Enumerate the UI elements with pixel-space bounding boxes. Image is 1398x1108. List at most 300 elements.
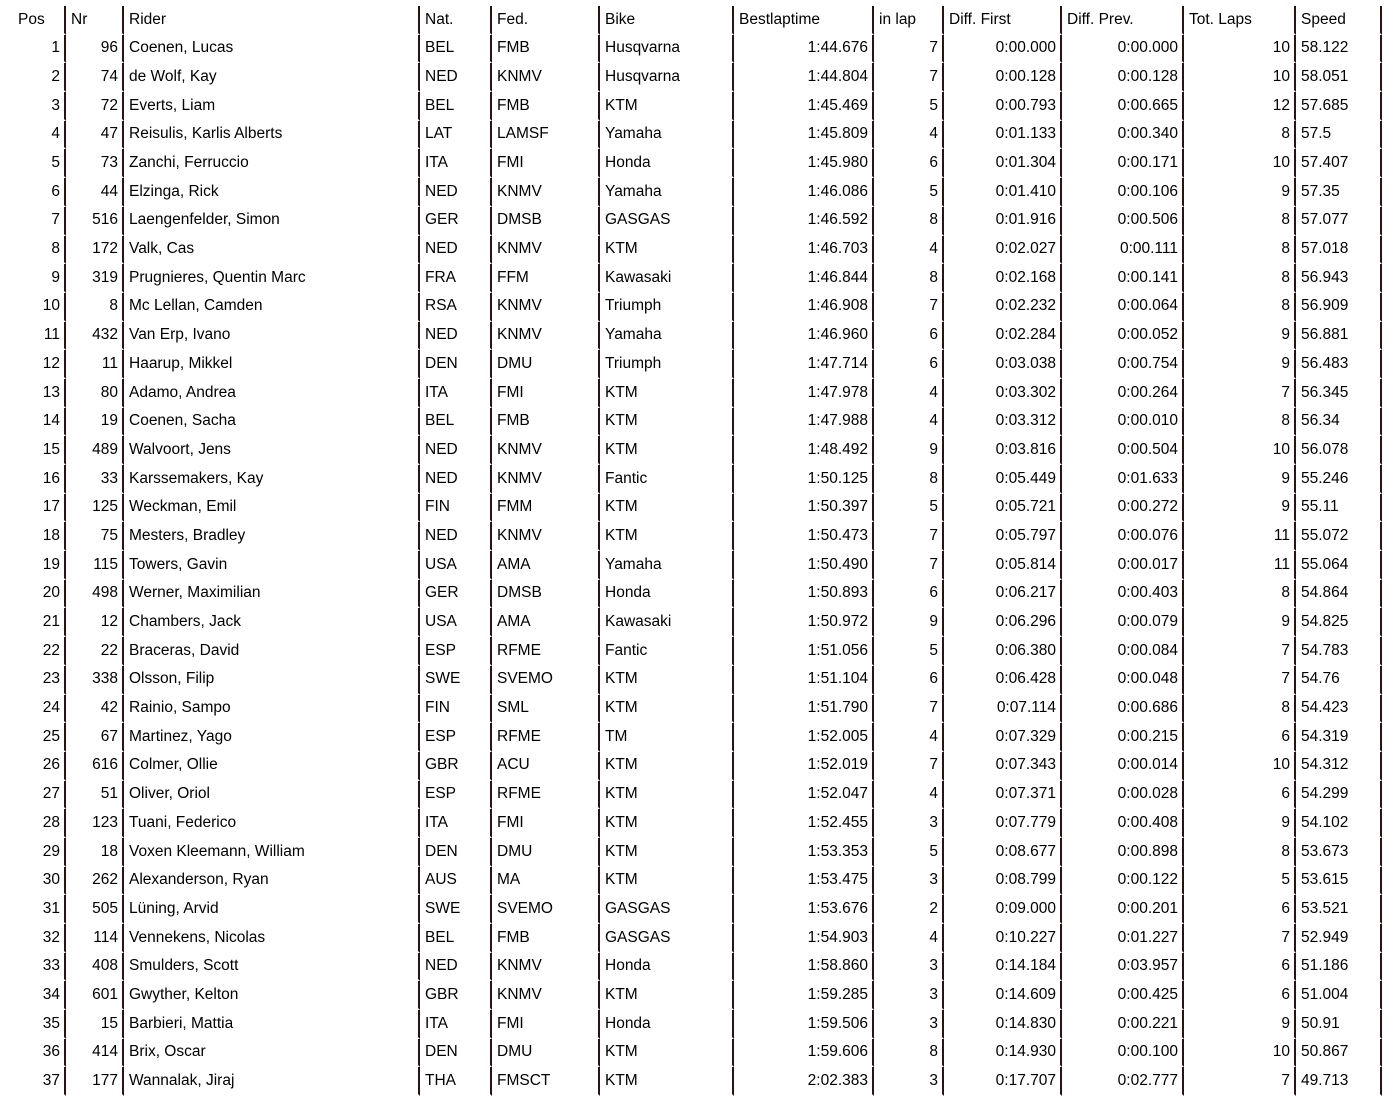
cell-inlap: 4 [874,236,944,265]
table-row[interactable] [10,350,1382,379]
cell-speed: 54.312 [1296,752,1382,781]
table-row[interactable] [10,666,1382,695]
cell-inlap: 7 [874,752,944,781]
cell-dfirst: 0:05.814 [944,551,1062,580]
cell-pos: 24 [10,695,66,724]
cell-bike: KTM [600,236,734,265]
cell-nr: 114 [66,924,124,953]
cell-bike: Triumph [600,350,734,379]
cell-speed: 57.407 [1296,149,1382,178]
header-row [10,6,1382,35]
table-row[interactable] [10,207,1382,236]
cell-rider: Vennekens, Nicolas [124,924,420,953]
cell-rider: Chambers, Jack [124,608,420,637]
cell-bike: Husqvarna [600,35,734,64]
table-row[interactable] [10,494,1382,523]
cell-pos: 4 [10,121,66,150]
cell-best: 1:46.592 [734,207,874,236]
cell-speed: 57.018 [1296,236,1382,265]
cell-rider: Karssemakers, Kay [124,465,420,494]
cell-dfirst: 0:03.038 [944,350,1062,379]
cell-dfirst: 0:05.449 [944,465,1062,494]
cell-speed: 54.102 [1296,809,1382,838]
cell-dfirst: 0:14.609 [944,981,1062,1010]
cell-inlap: 7 [874,293,944,322]
cell-nat: ITA [420,379,492,408]
cell-dfirst: 0:02.027 [944,236,1062,265]
cell-dfirst: 0:14.830 [944,1010,1062,1039]
cell-nr: 601 [66,981,124,1010]
cell-bike: KTM [600,809,734,838]
cell-dfirst: 0:06.428 [944,666,1062,695]
table-row[interactable] [10,551,1382,580]
cell-fed: FMB [492,92,600,121]
cell-bike: Yamaha [600,121,734,150]
table-row[interactable] [10,436,1382,465]
cell-inlap: 5 [874,637,944,666]
cell-rider: Smulders, Scott [124,953,420,982]
cell-best: 1:59.506 [734,1010,874,1039]
cell-rider: Van Erp, Ivano [124,322,420,351]
cell-speed: 56.943 [1296,264,1382,293]
cell-laps: 5 [1184,867,1296,896]
cell-dprev: 0:00.171 [1062,149,1184,178]
cell-nat: BEL [420,408,492,437]
cell-nat: FRA [420,264,492,293]
cell-best: 1:53.676 [734,895,874,924]
cell-dfirst: 0:08.677 [944,838,1062,867]
cell-fed: FMB [492,924,600,953]
cell-rider: Mesters, Bradley [124,522,420,551]
cell-pos: 19 [10,551,66,580]
cell-nr: 75 [66,522,124,551]
cell-dprev: 0:00.010 [1062,408,1184,437]
cell-dfirst: 0:07.779 [944,809,1062,838]
cell-fed: FFM [492,264,600,293]
column-header-speed[interactable]: Speed [1296,6,1382,35]
cell-fed: SML [492,695,600,724]
cell-nat: ESP [420,781,492,810]
cell-speed: 56.078 [1296,436,1382,465]
cell-dfirst: 0:03.312 [944,408,1062,437]
cell-fed: KNMV [492,63,600,92]
cell-rider: Voxen Kleemann, William [124,838,420,867]
cell-fed: KNMV [492,436,600,465]
cell-best: 1:51.056 [734,637,874,666]
cell-best: 1:48.492 [734,436,874,465]
cell-nat: NED [420,178,492,207]
cell-dprev: 0:00.052 [1062,322,1184,351]
cell-dfirst: 0:01.304 [944,149,1062,178]
table-row[interactable] [10,63,1382,92]
cell-nr: 33 [66,465,124,494]
cell-laps: 6 [1184,953,1296,982]
cell-laps: 7 [1184,637,1296,666]
cell-inlap: 7 [874,63,944,92]
cell-nr: 516 [66,207,124,236]
cell-dprev: 0:00.017 [1062,551,1184,580]
table-row[interactable] [10,293,1382,322]
cell-inlap: 8 [874,207,944,236]
cell-best: 1:52.455 [734,809,874,838]
cell-dfirst: 0:14.930 [944,1039,1062,1068]
cell-pos: 20 [10,580,66,609]
cell-pos: 5 [10,149,66,178]
cell-best: 1:59.606 [734,1039,874,1068]
cell-speed: 54.825 [1296,608,1382,637]
cell-dprev: 0:00.340 [1062,121,1184,150]
cell-best: 1:58.860 [734,953,874,982]
cell-bike: GASGAS [600,895,734,924]
cell-laps: 9 [1184,322,1296,351]
table-row[interactable] [10,608,1382,637]
column-header-rider[interactable]: Rider [124,6,420,35]
cell-fed: FMB [492,35,600,64]
column-header-pos[interactable]: Pos [10,6,66,35]
column-header-fed[interactable]: Fed. [492,6,600,35]
cell-fed: DMU [492,1039,600,1068]
column-header-dprev[interactable]: Diff. Prev. [1062,6,1184,35]
cell-bike: KTM [600,981,734,1010]
cell-speed: 50.867 [1296,1039,1382,1068]
cell-dprev: 0:00.079 [1062,608,1184,637]
cell-dprev: 0:00.272 [1062,494,1184,523]
cell-fed: KNMV [492,522,600,551]
cell-pos: 21 [10,608,66,637]
cell-inlap: 8 [874,264,944,293]
cell-best: 1:45.980 [734,149,874,178]
cell-laps: 8 [1184,207,1296,236]
cell-dprev: 0:00.111 [1062,236,1184,265]
cell-inlap: 6 [874,149,944,178]
table-row[interactable] [10,580,1382,609]
cell-speed: 53.615 [1296,867,1382,896]
table-row[interactable] [10,408,1382,437]
cell-dprev: 0:01.227 [1062,924,1184,953]
cell-nat: GBR [420,752,492,781]
column-header-laps[interactable]: Tot. Laps [1184,6,1296,35]
cell-nr: 408 [66,953,124,982]
cell-inlap: 7 [874,35,944,64]
cell-inlap: 5 [874,838,944,867]
cell-nr: 432 [66,322,124,351]
table-row[interactable] [10,1067,1382,1096]
cell-bike: KTM [600,666,734,695]
cell-rider: de Wolf, Kay [124,63,420,92]
column-header-best[interactable]: Bestlaptime [734,6,874,35]
cell-laps: 8 [1184,121,1296,150]
cell-speed: 57.35 [1296,178,1382,207]
cell-bike: Fantic [600,637,734,666]
table-row[interactable] [10,178,1382,207]
cell-fed: SVEMO [492,895,600,924]
cell-rider: Adamo, Andrea [124,379,420,408]
cell-dprev: 0:00.141 [1062,264,1184,293]
cell-bike: Husqvarna [600,63,734,92]
table-row[interactable] [10,35,1382,64]
cell-best: 1:51.104 [734,666,874,695]
results-table-header [10,6,1382,35]
column-header-bike[interactable]: Bike [600,6,734,35]
table-row[interactable] [10,1010,1382,1039]
cell-rider: Braceras, David [124,637,420,666]
cell-speed: 56.483 [1296,350,1382,379]
cell-fed: KNMV [492,465,600,494]
cell-bike: KTM [600,781,734,810]
cell-fed: RFME [492,781,600,810]
cell-nat: ITA [420,809,492,838]
column-header-inlap[interactable]: in lap [874,6,944,35]
cell-pos: 14 [10,408,66,437]
column-header-dfirst[interactable]: Diff. First [944,6,1062,35]
cell-nat: GER [420,580,492,609]
cell-rider: Brix, Oscar [124,1039,420,1068]
cell-dfirst: 0:02.284 [944,322,1062,351]
cell-pos: 16 [10,465,66,494]
cell-dprev: 0:00.100 [1062,1039,1184,1068]
cell-fed: KNMV [492,178,600,207]
cell-dprev: 0:00.128 [1062,63,1184,92]
cell-best: 1:46.844 [734,264,874,293]
cell-nat: NED [420,953,492,982]
cell-pos: 3 [10,92,66,121]
cell-nat: LAT [420,121,492,150]
cell-rider: Wannalak, Jiraj [124,1067,420,1096]
cell-dfirst: 0:06.217 [944,580,1062,609]
table-row[interactable] [10,236,1382,265]
cell-laps: 6 [1184,981,1296,1010]
cell-inlap: 3 [874,1010,944,1039]
cell-best: 1:46.703 [734,236,874,265]
cell-nr: 80 [66,379,124,408]
cell-nat: SWE [420,666,492,695]
cell-laps: 8 [1184,408,1296,437]
cell-bike: GASGAS [600,207,734,236]
cell-pos: 13 [10,379,66,408]
table-row[interactable] [10,781,1382,810]
cell-pos: 7 [10,207,66,236]
cell-speed: 54.783 [1296,637,1382,666]
cell-pos: 37 [10,1067,66,1096]
cell-dfirst: 0:06.296 [944,608,1062,637]
cell-dprev: 0:00.106 [1062,178,1184,207]
cell-fed: FMI [492,379,600,408]
cell-rider: Haarup, Mikkel [124,350,420,379]
cell-dfirst: 0:05.797 [944,522,1062,551]
table-row[interactable] [10,92,1382,121]
cell-speed: 56.881 [1296,322,1382,351]
table-row[interactable] [10,723,1382,752]
cell-nat: BEL [420,924,492,953]
cell-pos: 6 [10,178,66,207]
table-row[interactable] [10,322,1382,351]
cell-dfirst: 0:01.410 [944,178,1062,207]
cell-pos: 15 [10,436,66,465]
cell-best: 1:53.475 [734,867,874,896]
cell-fed: KNMV [492,953,600,982]
table-row[interactable] [10,752,1382,781]
cell-nr: 12 [66,608,124,637]
cell-laps: 7 [1184,924,1296,953]
cell-nr: 616 [66,752,124,781]
cell-nr: 67 [66,723,124,752]
cell-dfirst: 0:00.128 [944,63,1062,92]
cell-dprev: 0:00.064 [1062,293,1184,322]
cell-inlap: 4 [874,379,944,408]
cell-rider: Towers, Gavin [124,551,420,580]
cell-dfirst: 0:07.371 [944,781,1062,810]
cell-dprev: 0:00.014 [1062,752,1184,781]
cell-best: 1:44.804 [734,63,874,92]
cell-dprev: 0:00.504 [1062,436,1184,465]
table-row[interactable] [10,379,1382,408]
cell-laps: 8 [1184,580,1296,609]
table-row[interactable] [10,695,1382,724]
cell-dprev: 0:00.028 [1062,781,1184,810]
table-row[interactable] [10,953,1382,982]
cell-bike: KTM [600,1039,734,1068]
cell-nat: ESP [420,637,492,666]
cell-dprev: 0:00.686 [1062,695,1184,724]
cell-dfirst: 0:01.133 [944,121,1062,150]
table-row[interactable] [10,809,1382,838]
table-row[interactable] [10,895,1382,924]
cell-laps: 9 [1184,494,1296,523]
cell-inlap: 4 [874,723,944,752]
cell-bike: Yamaha [600,322,734,351]
cell-pos: 2 [10,63,66,92]
cell-best: 1:52.005 [734,723,874,752]
cell-speed: 53.673 [1296,838,1382,867]
cell-nr: 489 [66,436,124,465]
cell-dprev: 0:00.264 [1062,379,1184,408]
table-row[interactable] [10,522,1382,551]
column-header-nr[interactable]: Nr [66,6,124,35]
cell-nat: USA [420,608,492,637]
cell-inlap: 5 [874,178,944,207]
cell-nat: NED [420,236,492,265]
cell-pos: 11 [10,322,66,351]
cell-laps: 8 [1184,293,1296,322]
cell-pos: 10 [10,293,66,322]
cell-inlap: 3 [874,809,944,838]
cell-laps: 9 [1184,1010,1296,1039]
table-row[interactable] [10,149,1382,178]
cell-dprev: 0:00.000 [1062,35,1184,64]
cell-speed: 51.004 [1296,981,1382,1010]
cell-bike: Yamaha [600,551,734,580]
cell-best: 1:53.353 [734,838,874,867]
cell-rider: Gwyther, Kelton [124,981,420,1010]
cell-dfirst: 0:07.329 [944,723,1062,752]
cell-nr: 47 [66,121,124,150]
cell-laps: 7 [1184,666,1296,695]
table-row[interactable] [10,867,1382,896]
cell-laps: 8 [1184,264,1296,293]
cell-bike: KTM [600,379,734,408]
cell-laps: 8 [1184,838,1296,867]
cell-best: 1:47.978 [734,379,874,408]
cell-best: 1:46.086 [734,178,874,207]
cell-dfirst: 0:05.721 [944,494,1062,523]
cell-pos: 27 [10,781,66,810]
cell-best: 1:51.790 [734,695,874,724]
cell-pos: 18 [10,522,66,551]
cell-laps: 9 [1184,465,1296,494]
cell-speed: 55.072 [1296,522,1382,551]
cell-laps: 10 [1184,752,1296,781]
cell-inlap: 3 [874,1067,944,1096]
cell-nat: SWE [420,895,492,924]
table-row[interactable] [10,838,1382,867]
cell-bike: Honda [600,1010,734,1039]
cell-bike: Yamaha [600,178,734,207]
table-row[interactable] [10,465,1382,494]
cell-inlap: 3 [874,981,944,1010]
table-row[interactable] [10,264,1382,293]
cell-bike: KTM [600,436,734,465]
cell-pos: 31 [10,895,66,924]
cell-rider: Werner, Maximilian [124,580,420,609]
cell-nat: NED [420,436,492,465]
cell-bike: KTM [600,522,734,551]
cell-nr: 8 [66,293,124,322]
cell-dprev: 0:00.408 [1062,809,1184,838]
cell-nr: 11 [66,350,124,379]
cell-dprev: 0:00.221 [1062,1010,1184,1039]
cell-dprev: 0:00.122 [1062,867,1184,896]
cell-laps: 9 [1184,350,1296,379]
cell-best: 1:47.988 [734,408,874,437]
cell-laps: 8 [1184,695,1296,724]
table-row[interactable] [10,121,1382,150]
cell-bike: TM [600,723,734,752]
cell-speed: 54.299 [1296,781,1382,810]
table-row[interactable] [10,637,1382,666]
cell-fed: FMB [492,408,600,437]
cell-laps: 6 [1184,781,1296,810]
table-row[interactable] [10,1039,1382,1068]
cell-fed: DMU [492,350,600,379]
cell-laps: 7 [1184,379,1296,408]
cell-nat: NED [420,63,492,92]
cell-nr: 414 [66,1039,124,1068]
cell-nr: 51 [66,781,124,810]
cell-speed: 53.521 [1296,895,1382,924]
cell-fed: SVEMO [492,666,600,695]
cell-bike: KTM [600,695,734,724]
cell-laps: 9 [1184,608,1296,637]
cell-speed: 49.713 [1296,1067,1382,1096]
cell-nat: AUS [420,867,492,896]
cell-nat: NED [420,522,492,551]
cell-dfirst: 0:07.114 [944,695,1062,724]
column-header-nat[interactable]: Nat. [420,6,492,35]
cell-dfirst: 0:03.302 [944,379,1062,408]
cell-pos: 17 [10,494,66,523]
table-row[interactable] [10,981,1382,1010]
cell-fed: FMI [492,809,600,838]
cell-nat: DEN [420,1039,492,1068]
cell-pos: 22 [10,637,66,666]
cell-fed: AMA [492,608,600,637]
cell-nr: 74 [66,63,124,92]
table-row[interactable] [10,924,1382,953]
cell-laps: 11 [1184,522,1296,551]
cell-dprev: 0:00.425 [1062,981,1184,1010]
cell-rider: Everts, Liam [124,92,420,121]
cell-bike: KTM [600,752,734,781]
